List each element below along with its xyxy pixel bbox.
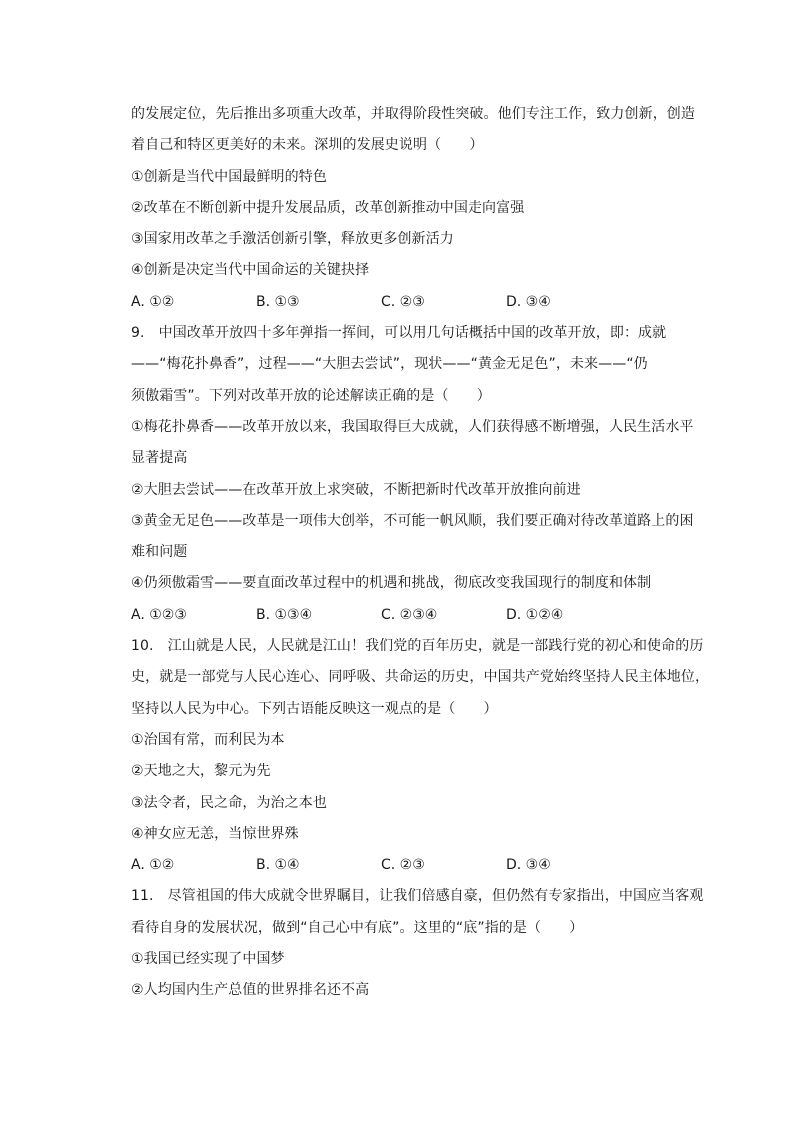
question-10-option-c: C. ②③ xyxy=(381,857,425,874)
question-9-option-c: C. ②③④ xyxy=(381,606,438,623)
question-10 xyxy=(131,631,710,881)
question-10-statement-3: ③法令者，民之命，为治之本也 xyxy=(131,794,327,811)
question-10-stem-line-1: 10. 江山就是人民，人民就是江山！我们党的百年历史，就是一部践行党的初心和使命的历 xyxy=(131,638,704,655)
question-9-statement-3-line-2: 难和问题 xyxy=(131,544,188,561)
question-10-option-b: B. ①④ xyxy=(256,857,300,874)
question-8-statement-3: ③国家用改革之手激活创新引擎，释放更多创新活力 xyxy=(131,231,454,248)
question-8-option-b: B. ①③ xyxy=(256,293,300,310)
question-8-option-a: A. ①② xyxy=(131,293,175,310)
question-8-options xyxy=(131,287,701,318)
question-10-stem-line-3: 坚持以人民为中心。下列古语能反映这一观点的是（ ） xyxy=(131,700,498,717)
question-10-options xyxy=(131,850,701,881)
question-8-statement-4: ④创新是决定当代中国命运的关键抉择 xyxy=(131,262,370,279)
question-10-statement-1: ①治国有常，而利民为本 xyxy=(131,731,285,748)
question-8-continued xyxy=(131,99,701,318)
question-10-statement-2: ②天地之大，黎元为先 xyxy=(131,763,271,780)
question-9-statement-3-line-1: ③黄金无足色——改革是一项伟大创举，不可能一帆风顺，我们要正确对待改革道路上的困 xyxy=(131,512,694,529)
question-9-option-a: A. ①②③ xyxy=(131,606,187,623)
question-10-option-a: A. ①② xyxy=(131,857,175,874)
question-8-option-c: C. ②③ xyxy=(381,293,425,310)
question-11-statement-1: ①我国已经实现了中国梦 xyxy=(131,951,285,968)
question-10-stem-line-2: 史，就是一部党与人民心连心、同呼吸、共命运的历史，中国共产党始终坚持人民主体地位， xyxy=(131,669,710,686)
question-8-stem-line-2: 着自己和特区更美好的未来。深圳的发展史说明（ ） xyxy=(131,137,484,154)
question-11-statement-2: ②人均国内生产总值的世界排名还不高 xyxy=(131,982,370,999)
question-9-options xyxy=(131,600,701,631)
question-9-statement-1-line-1: ①梅花扑鼻香——改革开放以来，我国取得巨大成就，人们获得感不断增强，人民生活水平 xyxy=(131,418,694,435)
question-11-stem-line-2: 看待自身的发展状况，做到“自己心中有底”。这里的“底”指的是（ ） xyxy=(131,919,584,936)
question-8-statement-1: ①创新是当代中国最鲜明的特色 xyxy=(131,168,327,185)
question-9-stem-line-1: 9. 中国改革开放四十多年弹指一挥间，可以用几句话概括中国的改革开放，即：成就 xyxy=(131,325,667,342)
question-9-statement-4: ④仍须傲霜雪——要直面改革过程中的机遇和挑战，彻底改变我国现行的制度和体制 xyxy=(131,575,652,592)
question-8-stem-line-1: 的发展定位，先后推出多项重大改革，并取得阶段性突破。他们专注工作，致力创新，创造 xyxy=(131,106,695,122)
question-10-statement-4: ④神女应无恙，当惊世界殊 xyxy=(131,825,299,842)
question-10-option-d: D. ③④ xyxy=(506,857,551,874)
question-8-statement-2: ②改革在不断创新中提升发展品质，改革创新推动中国走向富强 xyxy=(131,199,525,216)
question-9-statement-2: ②大胆去尝试——在改革开放上求突破，不断把新时代改革开放推向前进 xyxy=(131,481,581,498)
question-9-statement-1-line-2: 显著提高 xyxy=(131,450,188,467)
question-9-option-b: B. ①③④ xyxy=(256,606,313,623)
page-content xyxy=(131,99,710,1007)
question-9-option-d: D. ①②④ xyxy=(506,606,564,623)
question-8-option-d: D. ③④ xyxy=(506,293,551,310)
question-9-stem-line-2: ——“梅花扑鼻香”，过程——“大胆去尝试”，现状——“黄金无足色”，未来——“仍 xyxy=(131,356,648,373)
question-9-stem-line-3: 须傲霜雪”。下列对改革开放的论述解读正确的是（ ） xyxy=(131,387,491,404)
question-11-stem-line-1: 11. 尽管祖国的伟大成就令世界瞩目，让我们倍感自豪，但仍然有专家指出，中国应当客观 xyxy=(131,888,704,905)
question-11 xyxy=(131,881,704,1006)
question-9 xyxy=(131,318,701,631)
